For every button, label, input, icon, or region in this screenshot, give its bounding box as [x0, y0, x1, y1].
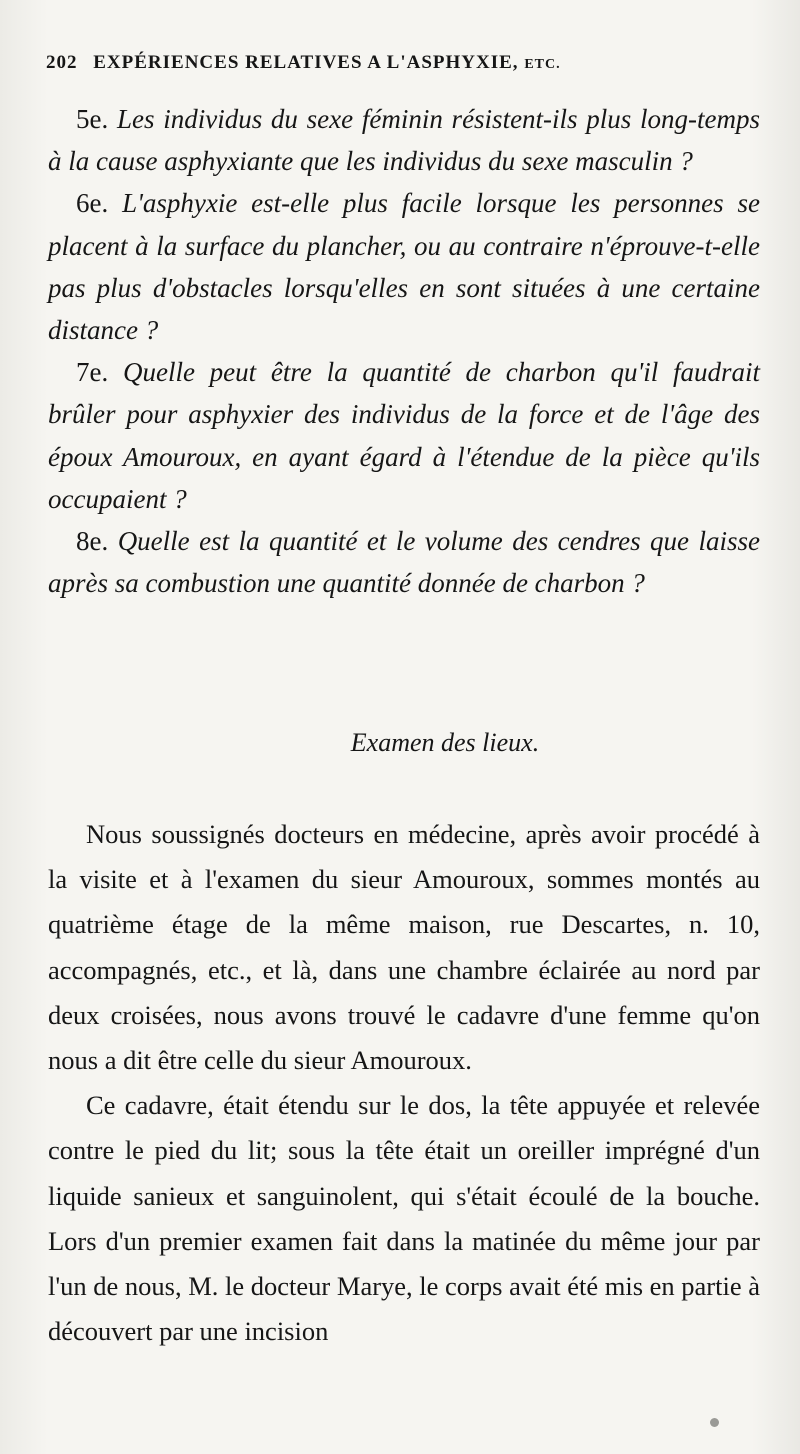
section-heading: Examen des lieux.: [350, 728, 540, 757]
question-text: Les individus du sexe féminin résistent-ils plus long-temps à la cause asphyxiante que les individus du sexe masculin ?: [48, 104, 761, 177]
question-text: Quelle peut être la quantité de charbon qu'il faudrait brûler pour asphyxier des individus de la force et de l'âge des époux Amouroux, en ayant égard à l'étendue de la pièce qu'ils occupaient ?: [48, 357, 760, 514]
question-item: [48, 351, 760, 520]
question-number: 5e.: [76, 104, 109, 134]
question-item: [48, 182, 760, 351]
running-title-suffix: ETC.: [524, 57, 561, 72]
body-text: [48, 812, 760, 1354]
question-number: 8e.: [76, 526, 109, 557]
question-list: [48, 98, 760, 604]
question-text: L'asphyxie est-elle plus facile lorsque les personnes se placent à la surface du plancher, ou au contraire n'éprouve-t-elle pas plus d'obstacles lorsqu'elles en sont situées à une certaine distance ?: [48, 188, 760, 346]
running-title: EXPÉRIENCES RELATIVES A L'ASPHYXIE,: [93, 52, 519, 73]
question-number: 6e.: [76, 188, 109, 219]
question-text: Quelle est la quantité et le volume des cendres que laisse après sa combustion une quantité donnée de charbon ?: [48, 526, 760, 599]
question-item: [48, 98, 760, 182]
paragraph: Nous soussignés docteurs en médecine, après avoir procédé à la visite et à l'examen du sieur Amouroux, sommes montés au quatrième étage de la même maison, rue Descartes, n. 10, accompagnés, etc., et là, dans une chambre éclairée au nord par deux croisées, nous avons trouvé le cadavre d'une femme qu'on nous a dit être celle du sieur Amouroux.: [48, 819, 760, 1076]
question-item: [48, 520, 760, 604]
page-number: 202: [46, 52, 78, 73]
ink-spot: [710, 1418, 719, 1427]
question-number: 7e.: [76, 357, 109, 388]
running-head: [46, 52, 760, 74]
paragraph: Ce cadavre, était étendu sur le dos, la tête appuyée et relevée contre le pied du lit; sous la tête était un oreiller imprégné d'un liquide sanieux et sanguinolent, qui s'était écoulé de la bouche. Lors d'un premier examen fait dans la matinée du même jour par l'un de nous, M. le docteur Marye, le corps avait été mis en partie à découvert par une incision: [48, 1090, 760, 1347]
